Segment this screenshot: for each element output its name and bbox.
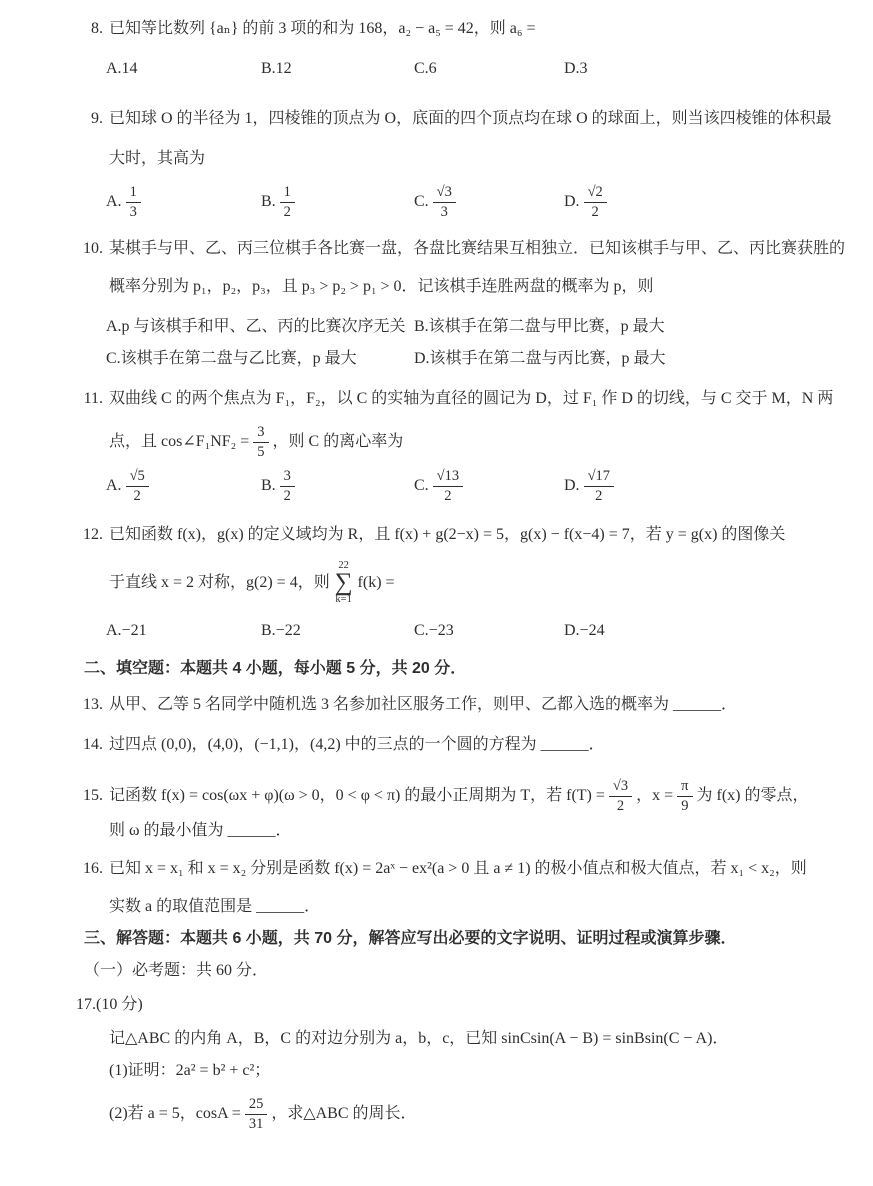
fraction: $\frac{√3}{3}$ (433, 184, 456, 220)
fraction: $\frac{√2}{2}$ (584, 184, 607, 220)
question-15-text-post: 为 f(x) 的零点， (696, 787, 809, 804)
question-8-text: 已知等比数列 {aₙ} 的前 3 项的和为 168，a₂ − a₅ = 42，则 a₆ = (109, 20, 536, 37)
option-c-label: C. (414, 477, 429, 494)
option-b (261, 468, 414, 504)
option-b (261, 184, 414, 220)
option-c: C.−23 (414, 622, 454, 639)
question-11-number: 11. (83, 390, 103, 407)
question-11-options (106, 460, 833, 512)
question-13-text: 从甲、乙等 5 名同学中随机选 3 名参加社区服务工作，则甲、乙都入选的概率为 ______． (109, 696, 738, 713)
option-c-label: C. (414, 193, 429, 210)
question-9-stem-cont (109, 148, 205, 170)
question-10-text-line2: 概率分别为 p₁，p₂，p₃，且 p₃ > p₂ > p₁ > 0．记该棋手连胜两盘的概率为 p，则 (109, 278, 654, 295)
fraction: $\frac{√5}{2}$ (126, 468, 149, 504)
option-d: D.该棋手在第二盘与丙比赛，p 最大 (414, 350, 666, 367)
option-a-label: A. (106, 193, 122, 210)
question-11-text-line1: 双曲线 C 的两个焦点为 F₁，F₂，以 C 的实轴为直径的圆记为 D，过 F₁ 作 D 的切线，与 C 交于 M，N 两 (109, 390, 834, 407)
question-10-stem (76, 238, 845, 260)
option-b: B.−22 (261, 622, 301, 639)
question-12-text-line2-post: f(k) = (357, 574, 395, 591)
question-9-options (106, 176, 833, 228)
sum-lower-limit: k=1 (335, 593, 352, 605)
question-17-part1: (1)证明：2a² = b² + c²； (109, 1062, 271, 1079)
question-15-stem (76, 770, 809, 822)
fraction: $\frac{\pi}{9}$ (677, 778, 692, 814)
question-9-stem (76, 108, 832, 130)
question-10-number: 10. (83, 240, 103, 257)
question-13-number: 13. (83, 696, 103, 713)
summation-symbol (335, 561, 353, 606)
question-12-text-line1: 已知函数 f(x)，g(x) 的定义域均为 R，且 f(x) + g(2−x) = 5，g(x) − f(x−4) = 7，若 y = g(x) 的图像关 (109, 526, 786, 543)
question-12-options (106, 620, 833, 642)
fraction: $\frac{3}{5}$ (253, 424, 268, 460)
fraction: $\frac{√13}{2}$ (433, 468, 463, 504)
option-d: D.−24 (564, 622, 605, 639)
question-12-text-line2-pre: 于直线 x = 2 对称，g(2) = 4，则 (109, 574, 330, 591)
section-3-header: 三、解答题：本题共 6 小题，共 70 分，解答应写出必要的文字说明、证明过程或演算步骤． (84, 930, 737, 947)
sum-upper-limit: 22 (338, 559, 349, 571)
question-16-text-line1: 已知 x = x₁ 和 x = x₂ 分别是函数 f(x) = 2aˣ − ex²(a > 0 且 a ≠ 1) 的极小值点和极大值点，若 x₁ < x₂，则 (109, 860, 807, 877)
question-11-text-line2-pre: 点，且 cos∠F₁NF₂ = (109, 433, 250, 450)
question-16-number: 16. (83, 860, 103, 877)
question-17-part2 (109, 1088, 417, 1140)
question-13 (76, 694, 737, 716)
fraction: $\frac{√3}{2}$ (609, 778, 632, 814)
option-a: A.−21 (106, 622, 147, 639)
question-8-stem (76, 18, 536, 40)
question-12-stem (76, 524, 785, 546)
option-a (106, 468, 261, 504)
question-17-part2-pre: (2)若 a = 5，cosA = (109, 1105, 241, 1122)
option-c: C.该棋手在第二盘与乙比赛，p 最大 (106, 350, 357, 367)
question-14 (76, 734, 605, 756)
question-10-stem-cont (109, 276, 654, 298)
question-16-stem (76, 858, 807, 880)
option-b-label: B. (261, 477, 276, 494)
option-a (106, 184, 261, 220)
question-8-number: 8. (91, 20, 103, 37)
option-d (564, 468, 833, 504)
fraction: $\frac{1}{3}$ (126, 184, 141, 220)
question-12-stem-cont (109, 552, 395, 614)
question-10-options-row2 (106, 348, 833, 370)
option-b-label: B. (261, 193, 276, 210)
option-a: A.p 与该棋手和甲、乙、丙的比赛次序无关 (106, 318, 406, 335)
option-a: A.14 (106, 60, 138, 77)
fraction: $\frac{√17}{2}$ (584, 468, 614, 504)
option-d: D.3 (564, 60, 588, 77)
option-c (414, 184, 564, 220)
option-c (414, 468, 564, 504)
question-17-part2-post: ，求△ABC 的周长． (271, 1105, 417, 1122)
question-17-header: 17.(10 分) (76, 996, 143, 1013)
option-b: B.12 (261, 60, 292, 77)
question-16-text-line2: 实数 a 的取值范围是 ______． (109, 898, 321, 915)
question-8-options (106, 58, 833, 80)
question-15-stem-cont (109, 820, 292, 842)
question-12-number: 12. (83, 526, 103, 543)
question-9-text-line1: 已知球 O 的半径为 1，四棱锥的顶点为 O，底面的四个顶点均在球 O 的球面上，则当该四棱锥的体积最 (109, 110, 832, 127)
sigma-glyph: ∑ (334, 569, 353, 597)
question-11-stem (76, 388, 833, 410)
question-16-stem-cont (109, 896, 320, 918)
option-b: B.该棋手在第二盘与甲比赛，p 最大 (414, 318, 665, 335)
question-15-text-line2: 则 ω 的最小值为 ______． (109, 822, 292, 839)
option-a-label: A. (106, 477, 122, 494)
fraction: $\frac{1}{2}$ (280, 184, 295, 220)
fraction: $\frac{25}{31}$ (245, 1096, 268, 1132)
question-11-text-line2-post: ，则 C 的离心率为 (272, 433, 404, 450)
question-14-number: 14. (83, 736, 103, 753)
option-d (564, 184, 833, 220)
option-d-label: D. (564, 477, 580, 494)
question-15-text-pre: 记函数 f(x) = cos(ωx + φ)(ω > 0，0 < φ < π) 的最小正周期为 T，若 f(T) = (109, 787, 605, 804)
question-9-text-line2: 大时，其高为 (109, 150, 206, 167)
question-14-text: 过四点 (0,0)，(4,0)，(−1,1)，(4,2) 中的三点的一个圆的方程为 ______． (109, 736, 605, 753)
question-15-number: 15. (83, 787, 103, 804)
question-17-intro: 记△ABC 的内角 A，B，C 的对边分别为 a，b，c，已知 sinCsin(A − B) = sinBsin(C − A)． (109, 1030, 729, 1047)
question-9-number: 9. (91, 110, 103, 127)
section-2-header: 二、填空题：本题共 4 小题，每小题 5 分，共 20 分． (84, 660, 467, 677)
option-d-label: D. (564, 193, 580, 210)
section-3-subheader: （一）必考题：共 60 分． (84, 962, 269, 979)
option-c: C.6 (414, 60, 437, 77)
question-10-options-row1 (106, 316, 833, 338)
question-15-text-mid: ，x = (636, 787, 674, 804)
fraction: $\frac{3}{2}$ (280, 468, 295, 504)
question-10-text-line1: 某棋手与甲、乙、丙三位棋手各比赛一盘，各盘比赛结果互相独立．已知该棋手与甲、乙、丙比赛获胜的 (109, 240, 846, 257)
